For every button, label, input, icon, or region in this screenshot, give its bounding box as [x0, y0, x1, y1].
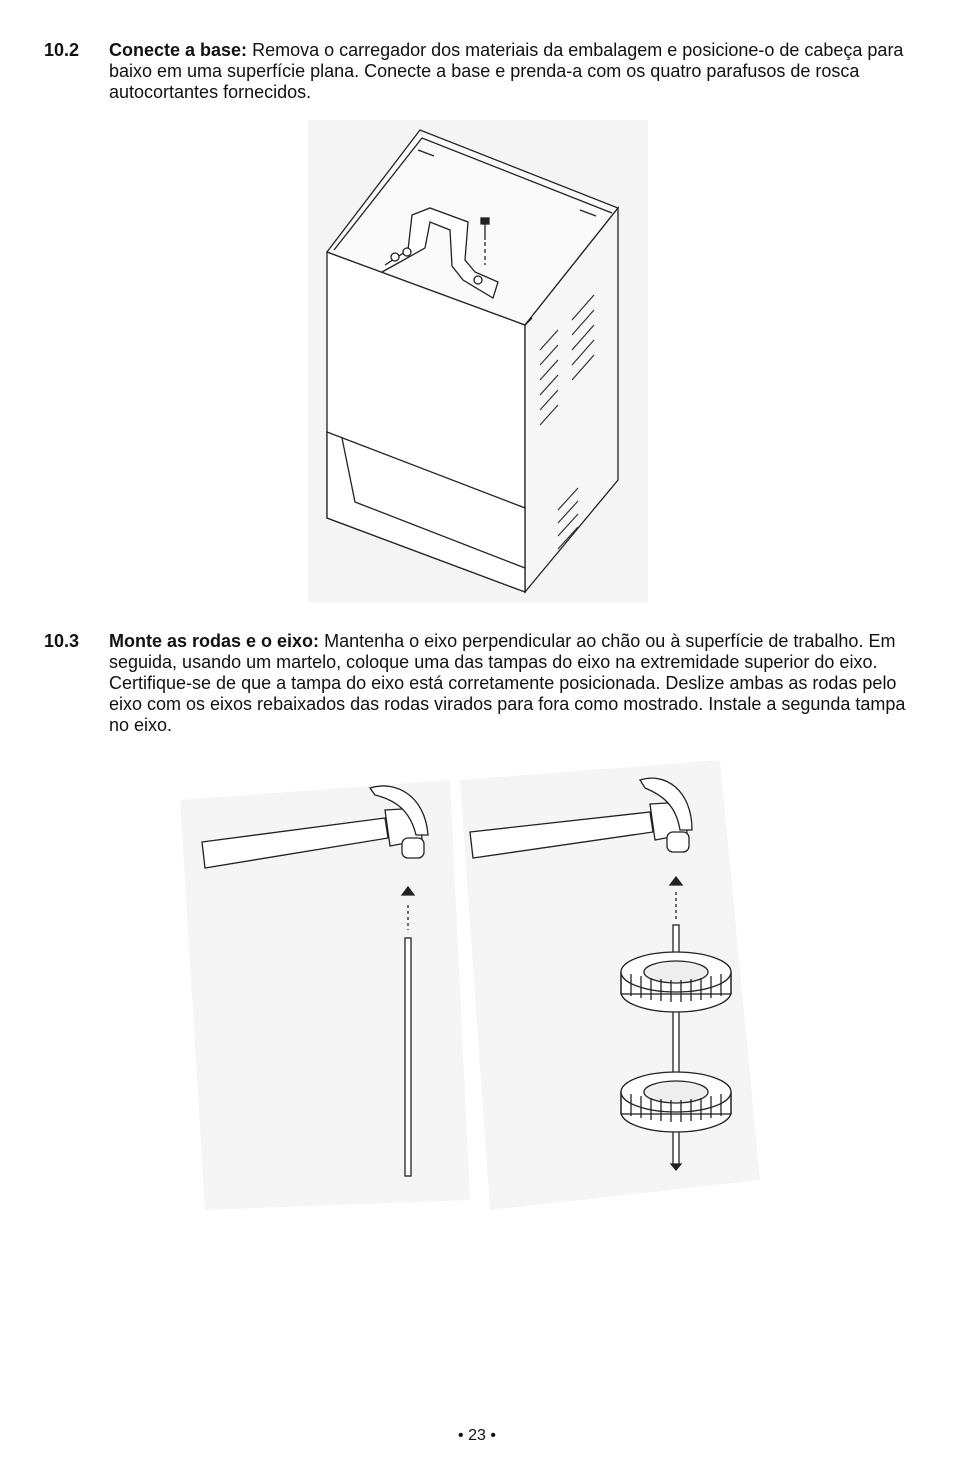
- step-10-2: [44, 40, 924, 103]
- page-number: • 23 •: [458, 1427, 496, 1444]
- wheel-axle-illustration: [180, 760, 780, 1210]
- step-title: Conecte a base:: [109, 40, 248, 60]
- step-title: Monte as rodas e o eixo:: [109, 631, 320, 651]
- wheel-icon: [621, 1072, 731, 1132]
- step-text: [109, 631, 924, 736]
- step-body: Remova o carregador dos materiais da embalagem e posicione-o de cabeça para baixo em uma superfície plana. Conecte a base e prenda-a com os quatro parafusos de rosca autocortantes fornecidos.: [109, 40, 904, 102]
- step-body: Mantenha o eixo perpendicular ao chão ou à superfície de trabalho. Em seguida, usando um martelo, coloque uma das tampas do eixo na extremidade superior do eixo. Certifique-se de que a tampa do eixo está corretamente posicionada. Deslize ambas as rodas pelo eixo com os eixos rebaixados das rodas virados para fora como mostrado. Instale a segunda tampa no eixo.: [109, 631, 906, 735]
- charger-base-illustration: [300, 120, 650, 610]
- step-text: [109, 40, 924, 103]
- step-number: 10.2: [44, 40, 80, 60]
- step-10-3: [44, 631, 924, 736]
- step-number: 10.3: [44, 631, 80, 651]
- wheel-icon: [621, 952, 731, 1012]
